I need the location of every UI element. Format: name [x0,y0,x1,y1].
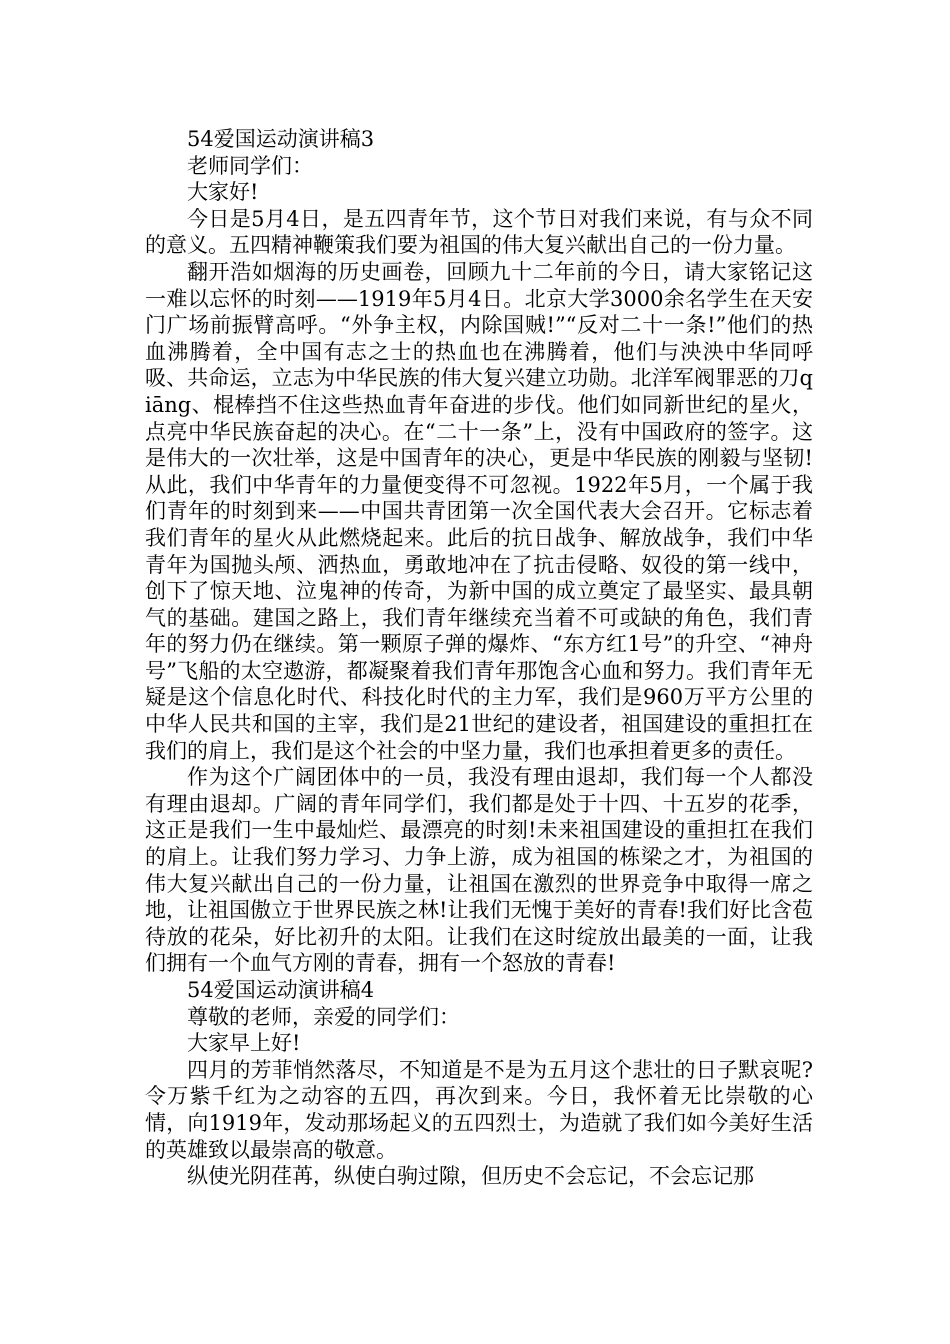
paragraph-youth: 作为这个广阔团体中的一员，我没有理由退却，我们每一个人都没有理由退却。广阔的青年同学们，我们都是处于十四、十五岁的花季，这正是我们一生中最灿烂、最漂亮的时刻!未来祖国建设的重担扛在我们的肩上。让我们努力学习、力争上游，成为祖国的栋梁之才，为祖国的伟大复兴献出自己的一份力量，让祖国在激烈的世界竞争中取得一席之地，让祖国傲立于世界民族之林!让我们无愧于美好的青春!我们好比含苞待放的花朵，好比初升的太阳。让我们在这时绽放出最美的一面，让我们拥有一个血气方刚的青春，拥有一个怒放的青春! [145,765,813,976]
document-body [145,126,813,1190]
greeting-3: 大家好! [187,180,259,205]
section-title-3: 54爱国运动演讲稿3 [187,127,375,151]
paragraph-history: 翻开浩如烟海的历史画卷，回顾九十二年前的今日，请大家铭记这一难以忘怀的时刻——1919年5月4日。北京大学3000余名学生在天安门广场前振臂高呼。“外争主权，内除国贼!”“反对二十一条!”他们的热血沸腾着，全中国有志之士的热血也在沸腾着，他们与泱泱中华同呼吸、共命运，立志为中华民族的伟大复兴建立功勋。北洋军阀罪恶的刀qiāng、棍棒挡不住这些热血青年奋进的步伐。他们如同新世纪的星火，点亮中华民族奋起的决心。在“二十一条”上，没有中国政府的签字。这是伟大的一次壮举，这是中国青年的决心，更是中华民族的刚毅与坚韧!从此，我们中华青年的力量便变得不可忽视。1922年5月，一个属于我们青年的时刻到来——中国共青团第一次全国代表大会召开。它标志着我们青年的星火从此燃烧起来。此后的抗日战争、解放战争，我们中华青年为国抛头颅、洒热血，勇敢地冲在了抗击侵略、奴役的第一线中，创下了惊天地、泣鬼神的传奇，为新中国的成立奠定了最坚实、最具朝气的基础。建国之路上，我们青年继续充当着不可或缺的角色，我们青年的努力仍在继续。第一颗原子弹的爆炸、“东方红1号”的升空、“神舟号”飞船的太空遨游，都凝聚着我们青年那饱含心血和努力。我们青年无疑是这个信息化时代、科技化时代的主力军，我们是960万平方公里的中华人民共和国的主宰，我们是21世纪的建设者，祖国建设的重担扛在我们的肩上，我们是这个社会的中坚力量，我们也承担着更多的责任。 [145,259,813,763]
section-title-4: 54爱国运动演讲稿4 [187,978,375,1002]
salutation-3: 老师同学们： [187,153,313,178]
paragraph-time: 纵使光阴荏苒，纵使白驹过隙，但历史不会忘记，不会忘记那 [187,1164,754,1189]
greeting-4: 大家早上好! [187,1031,301,1056]
paragraph-intro: 今日是5月4日，是五四青年节，这个节日对我们来说，有与众不同的意义。五四精神鞭策我们要为祖国的伟大复兴献出自己的一份力量。 [145,206,813,258]
paragraph-april: 四月的芳菲悄然落尽，不知道是不是为五月这个悲壮的日子默哀呢?令万紫千红为之动容的五四，再次到来。今日，我怀着无比崇敬的心情，向1919年，发动那场起义的五四烈士，为造就了我们如今美好生活的英雄致以最崇高的敬意。 [145,1057,813,1162]
salutation-4: 尊敬的老师，亲爱的同学们： [187,1004,460,1029]
